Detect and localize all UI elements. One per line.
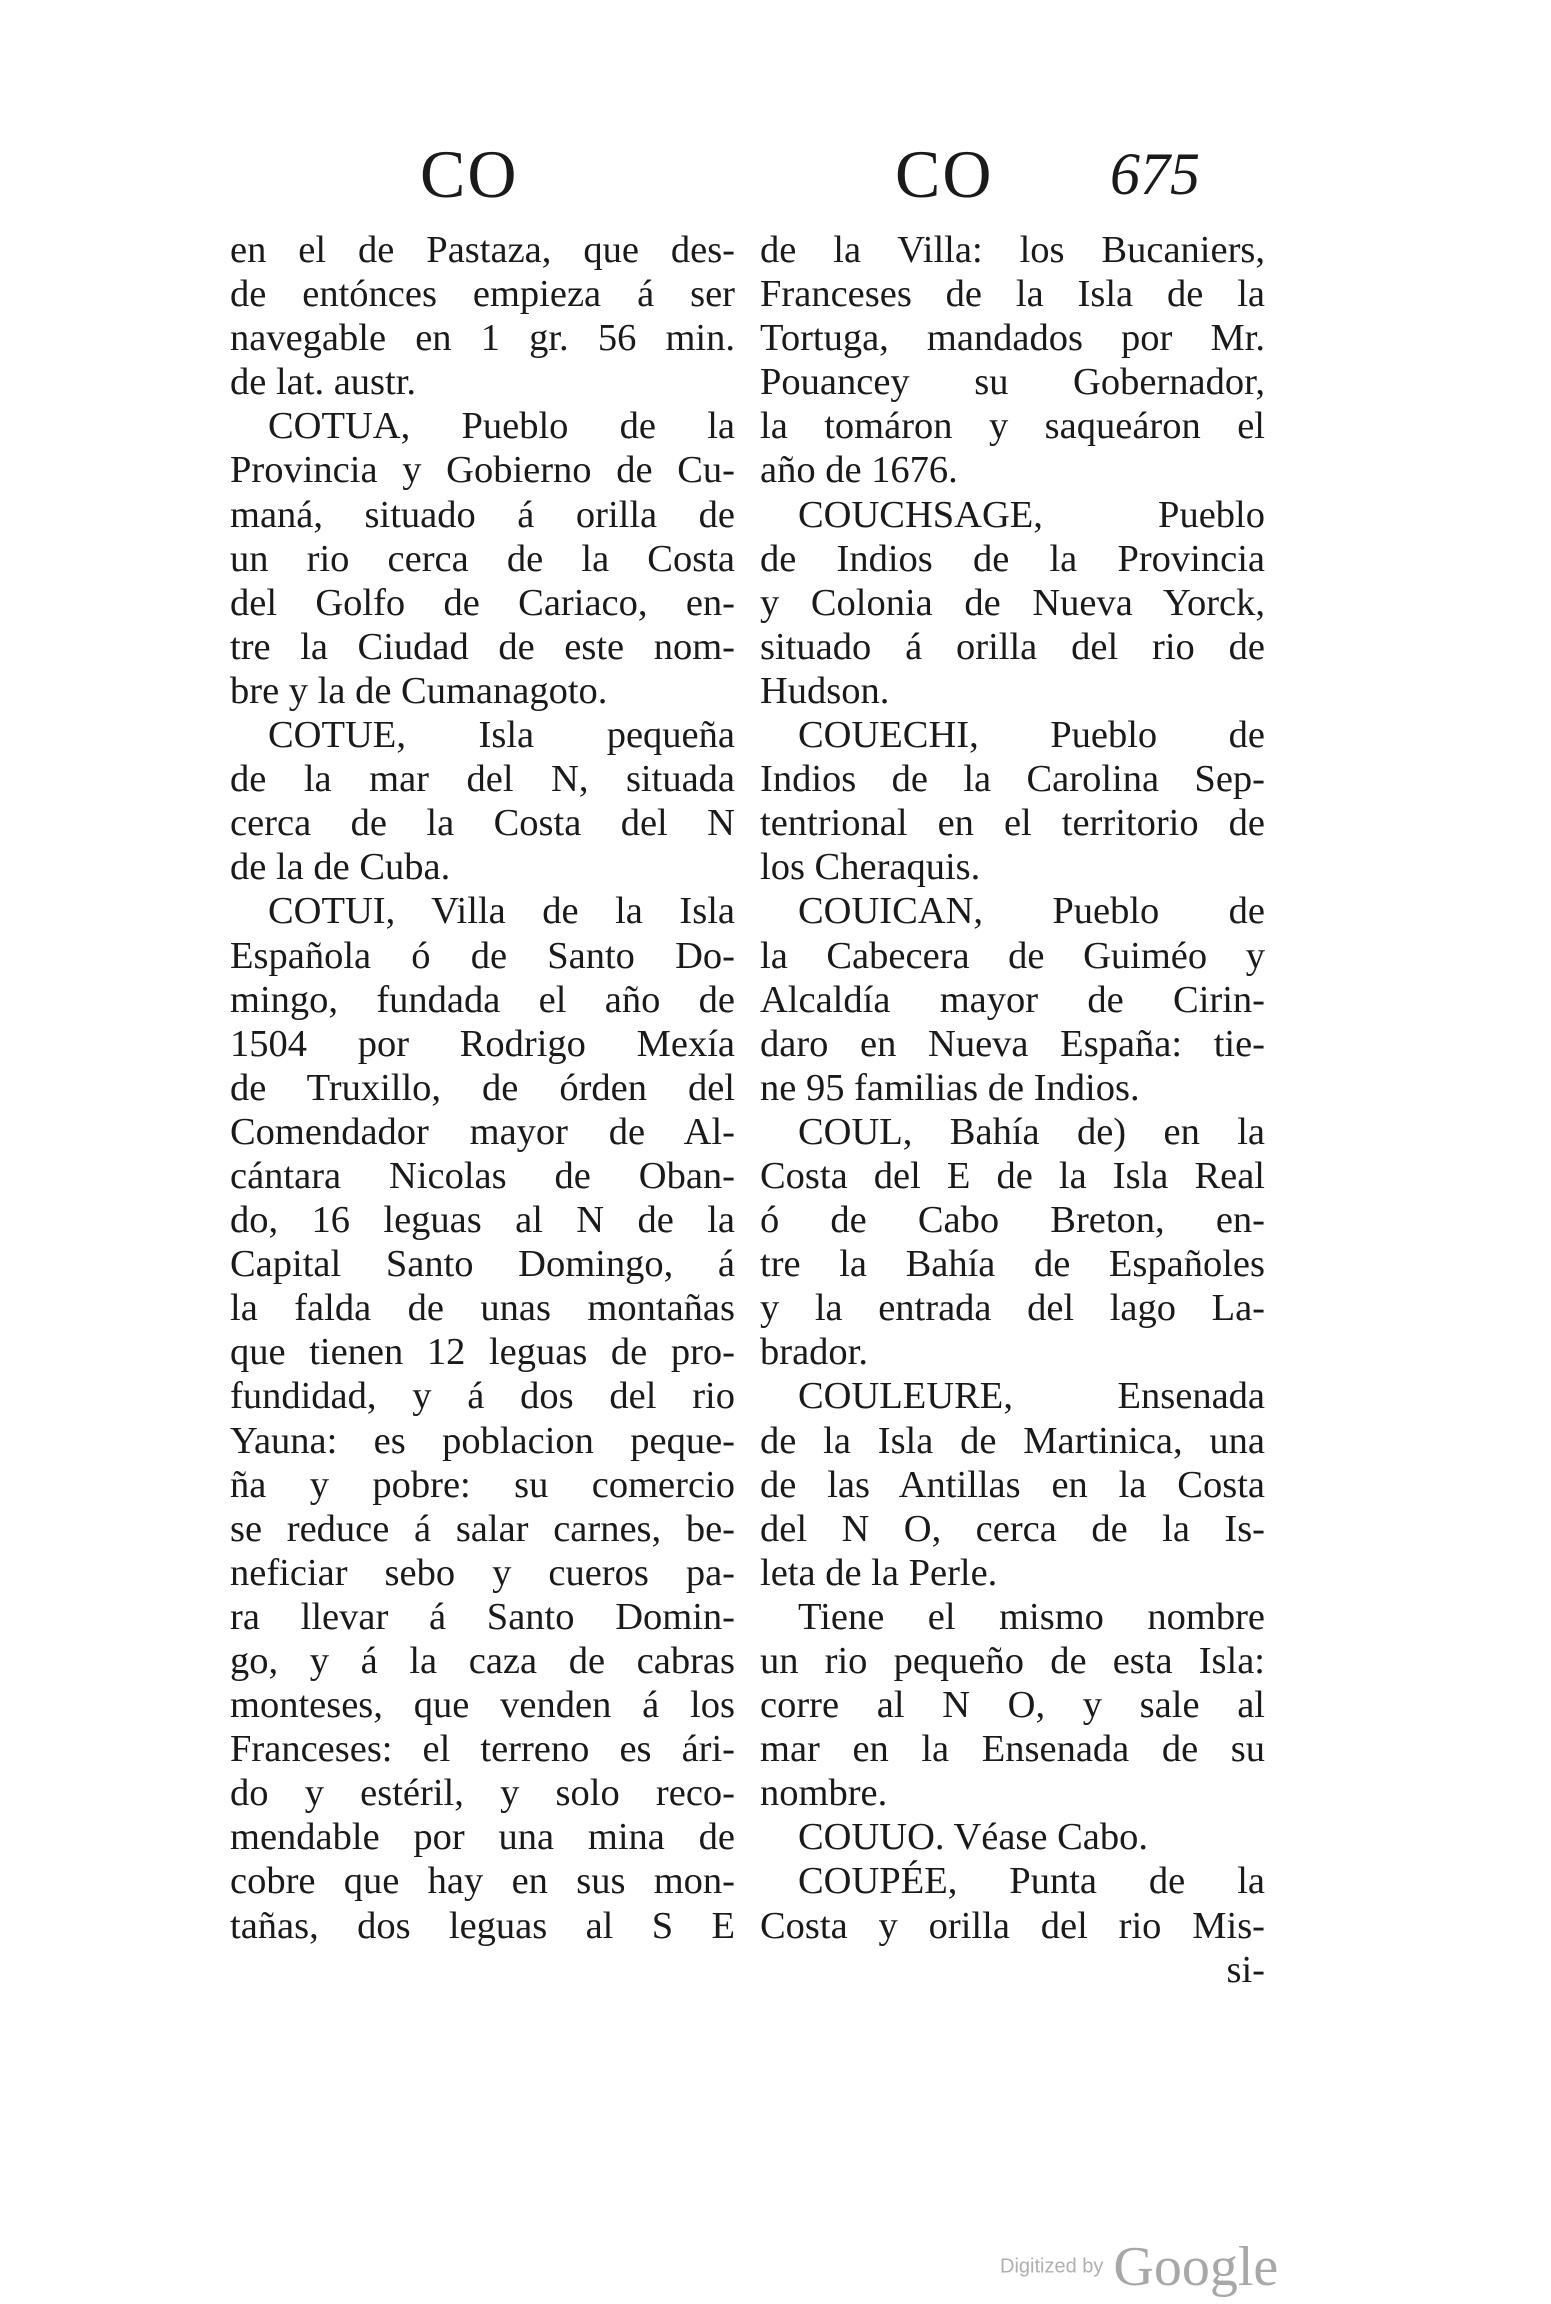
text-line: COUCHSAGE, Pueblo bbox=[798, 493, 1265, 536]
text-column-right bbox=[760, 228, 1265, 1992]
text-line: de las Antillas en la Costa bbox=[760, 1463, 1265, 1506]
text-line: de la Villa: los Bucaniers, bbox=[760, 229, 1265, 271]
text-line: mendable por una mina de bbox=[230, 1816, 735, 1859]
text-line: y la entrada del lago La- bbox=[760, 1287, 1265, 1330]
text-line: si- bbox=[1226, 1948, 1265, 1991]
text-line: COTUI, Villa de la Isla bbox=[268, 890, 735, 933]
text-line: tre la Ciudad de este nom- bbox=[230, 625, 735, 668]
text-line: fundidad, y á dos del rio bbox=[230, 1375, 735, 1418]
text-line: los Cheraquis. bbox=[760, 846, 981, 889]
text-line: tentrional en el territorio de bbox=[760, 802, 1265, 845]
text-line: ó de Cabo Breton, en- bbox=[760, 1199, 1265, 1242]
text-line: Alcaldía mayor de Cirin- bbox=[760, 978, 1265, 1021]
text-line: Indios de la Carolina Sep- bbox=[760, 758, 1265, 801]
text-line: Costa del E de la Isla Real bbox=[760, 1154, 1265, 1197]
text-line: del N O, cerca de la Is- bbox=[760, 1507, 1265, 1550]
text-line: ne 95 familias de Indios. bbox=[760, 1066, 1140, 1109]
text-line: Pouancey su Gobernador, bbox=[760, 361, 1265, 404]
running-head-right: CO bbox=[895, 136, 994, 212]
text-line: y Colonia de Nueva Yorck, bbox=[760, 581, 1265, 624]
text-line: de la Isla de Martinica, una bbox=[760, 1419, 1265, 1462]
text-line: maná, situado á orilla de bbox=[230, 493, 735, 536]
text-line: bre y la de Cumanagoto. bbox=[230, 669, 608, 712]
text-line: navegable en 1 gr. 56 min. bbox=[230, 317, 735, 360]
text-line: COUICAN, Pueblo de bbox=[798, 890, 1265, 933]
digitized-by-watermark bbox=[1000, 2235, 1278, 2299]
text-line: do y estéril, y solo reco- bbox=[230, 1772, 735, 1815]
text-line: de entónces empieza á ser bbox=[230, 273, 735, 316]
text-line: COUECHI, Pueblo de bbox=[798, 714, 1265, 757]
text-line: Provincia y Gobierno de Cu- bbox=[230, 449, 735, 492]
google-logo: Google bbox=[1113, 2236, 1279, 2298]
text-line: Española ó de Santo Do- bbox=[230, 934, 735, 977]
page-number: 675 bbox=[1110, 141, 1200, 207]
text-column-left bbox=[230, 228, 735, 1948]
text-line: monteses, que venden á los bbox=[230, 1684, 735, 1727]
text-line: daro en Nueva España: tie- bbox=[760, 1022, 1265, 1065]
text-line: la falda de unas montañas bbox=[230, 1287, 735, 1330]
text-line: ña y pobre: su comercio bbox=[230, 1463, 735, 1506]
text-line: año de 1676. bbox=[760, 449, 958, 492]
text-line: situado á orilla del rio de bbox=[760, 625, 1265, 668]
text-line: del Golfo de Cariaco, en- bbox=[230, 581, 735, 624]
text-line: nombre. bbox=[760, 1772, 888, 1815]
text-line: ra llevar á Santo Domin- bbox=[230, 1595, 735, 1638]
text-line: COULEURE, Ensenada bbox=[798, 1375, 1265, 1418]
text-line: COUUO. Véase Cabo. bbox=[798, 1816, 1149, 1859]
text-line: Tiene el mismo nombre bbox=[798, 1595, 1265, 1638]
text-line: cántara Nicolas de Oban- bbox=[230, 1154, 735, 1197]
watermark-prefix: Digitized by bbox=[1000, 2255, 1104, 2278]
text-line: Tortuga, mandados por Mr. bbox=[760, 317, 1265, 360]
text-line: de lat. austr. bbox=[230, 361, 417, 404]
text-line: corre al N O, y sale al bbox=[760, 1684, 1265, 1727]
text-line: que tienen 12 leguas de pro- bbox=[230, 1331, 735, 1374]
text-line: Comendador mayor de Al- bbox=[230, 1110, 735, 1153]
text-line: de Truxillo, de órden del bbox=[230, 1066, 735, 1109]
text-line: de la mar del N, situada bbox=[230, 758, 735, 801]
text-line: en el de Pastaza, que des- bbox=[230, 229, 735, 271]
text-line: Franceses de la Isla de la bbox=[760, 273, 1265, 316]
text-line: COTUA, Pueblo de la bbox=[268, 405, 735, 448]
text-line: COTUE, Isla pequeña bbox=[268, 714, 735, 757]
text-line: tre la Bahía de Españoles bbox=[760, 1243, 1265, 1286]
text-line: Capital Santo Domingo, á bbox=[230, 1243, 735, 1286]
text-line: un rio cerca de la Costa bbox=[230, 537, 735, 580]
text-line: la Cabecera de Guiméo y bbox=[760, 934, 1265, 977]
text-line: Yauna: es poblacion peque- bbox=[230, 1419, 735, 1462]
text-line: go, y á la caza de cabras bbox=[230, 1640, 735, 1682]
text-line: leta de la Perle. bbox=[760, 1551, 998, 1594]
text-line: Costa y orilla del rio Mis- bbox=[760, 1904, 1265, 1947]
text-line: la tomáron y saqueáron el bbox=[760, 405, 1265, 448]
text-line: neficiar sebo y cueros pa- bbox=[230, 1551, 735, 1594]
text-line: Franceses: el terreno es ári- bbox=[230, 1728, 735, 1771]
running-head-left: CO bbox=[420, 136, 519, 212]
text-line: brador. bbox=[760, 1331, 868, 1374]
text-line: mingo, fundada el año de bbox=[230, 978, 735, 1021]
text-line: de la de Cuba. bbox=[230, 846, 451, 889]
text-line: cobre que hay en sus mon- bbox=[230, 1860, 735, 1903]
text-line: mar en la Ensenada de su bbox=[760, 1728, 1265, 1771]
text-line: do, 16 leguas al N de la bbox=[230, 1199, 735, 1242]
text-line: COUPÉE, Punta de la bbox=[798, 1860, 1265, 1903]
text-line: Hudson. bbox=[760, 669, 890, 712]
text-line: de Indios de la Provincia bbox=[760, 537, 1265, 580]
text-line: se reduce á salar carnes, be- bbox=[230, 1507, 735, 1550]
text-line: un rio pequeño de esta Isla: bbox=[760, 1640, 1265, 1682]
text-line: cerca de la Costa del N bbox=[230, 802, 735, 845]
text-line: 1504 por Rodrigo Mexía bbox=[230, 1022, 735, 1065]
text-line: tañas, dos leguas al S E bbox=[230, 1904, 735, 1947]
text-line: COUL, Bahía de) en la bbox=[798, 1110, 1265, 1153]
